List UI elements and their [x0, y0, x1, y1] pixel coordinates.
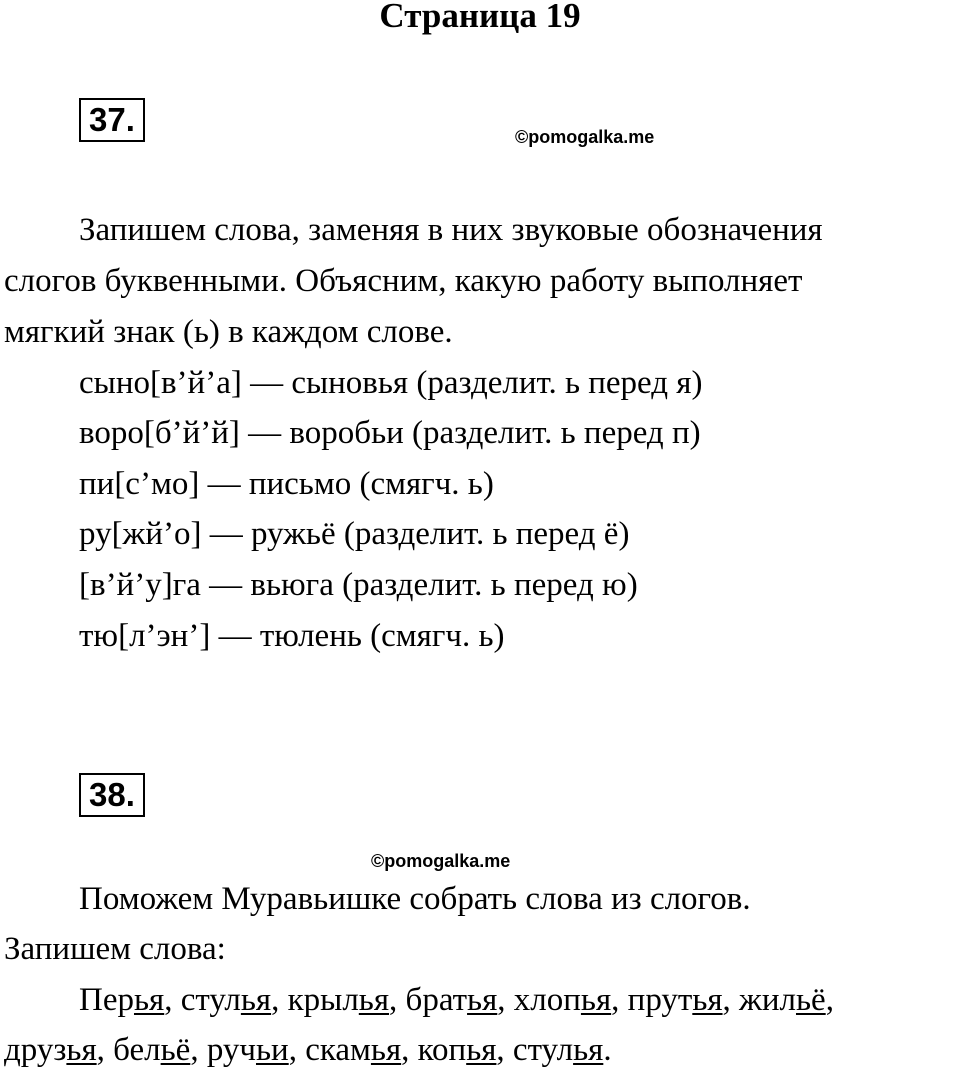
answer-word-separator: . — [603, 1032, 612, 1068]
answer-word-ending: ья — [692, 982, 723, 1018]
answer-word-stem: жил — [739, 982, 796, 1018]
answer-word-stem: крыл — [287, 982, 359, 1018]
answer-word — [739, 982, 834, 1018]
watermark-top: ©pomogalka.me — [515, 127, 655, 147]
task-37-number: 37 — [89, 101, 126, 138]
answer-word-ending: ья — [370, 1032, 402, 1068]
answer-word-stem: хлоп — [513, 982, 581, 1018]
answer-word-separator: , — [164, 982, 181, 1018]
task-37-intro-line-3: мягкий знак (ь) в каждом слове. — [4, 314, 453, 350]
answer-word — [4, 1032, 113, 1068]
answer-word — [418, 1032, 513, 1068]
task-37-number-dot: . — [125, 101, 135, 138]
answer-word-ending: ьи — [255, 1032, 289, 1068]
task-37-item: тю[л’эн’] — тюлень (смягч. ь) — [79, 618, 505, 654]
task-38-words-line-2 — [4, 1030, 612, 1070]
answer-word-ending: ья — [240, 982, 272, 1018]
answer-word-separator: , — [496, 1032, 513, 1068]
answer-word-stem: бел — [113, 1032, 161, 1068]
task-38-number-box — [79, 773, 145, 817]
task-37-intro-line-1: Запишем слова, заменяя в них звуковые обозначения — [79, 212, 823, 248]
task-37-intro-line-2: слогов буквенными. Объясним, какую работу выполняет — [4, 263, 803, 299]
answer-word — [514, 982, 628, 1018]
task-37-number-box — [79, 98, 145, 142]
answer-word-separator: , — [288, 1032, 306, 1068]
task-38-number: 38 — [89, 776, 126, 813]
answer-word-ending: ья — [580, 982, 612, 1018]
answer-word-stem: брат — [405, 982, 468, 1018]
answer-word — [288, 982, 406, 1018]
answer-word — [207, 1032, 305, 1068]
answer-word-stem: прут — [627, 982, 693, 1018]
page-title: Страница 19 — [379, 0, 581, 35]
answer-word-separator: , — [722, 982, 740, 1018]
task-37-item: пи[с’мо] — письмо (смягч. ь) — [79, 466, 494, 502]
answer-word-stem: скам — [305, 1032, 371, 1068]
answer-word-stem: стул — [180, 982, 241, 1018]
answer-word-stem: друз — [4, 1032, 67, 1068]
answer-word — [305, 1032, 417, 1068]
answer-word — [406, 982, 514, 1018]
answer-word-ending: ья — [66, 1032, 97, 1068]
task-38-words-line-1 — [79, 980, 834, 1020]
watermark-bottom: ©pomogalka.me — [371, 851, 511, 871]
answer-word-stem: коп — [417, 1032, 467, 1068]
answer-word-ending: ья — [573, 1032, 604, 1068]
answer-word-separator: , — [825, 982, 834, 1018]
answer-word-separator: , — [611, 982, 628, 1018]
answer-word-stem: стул — [512, 1032, 574, 1068]
task-38-intro-line-1: Поможем Муравьишке собрать слова из слогов. — [79, 881, 751, 917]
answer-word-ending: ья — [358, 982, 390, 1018]
task-37-item: ру[жй’о] — ружьё (разделит. ь перед ё) — [79, 516, 630, 552]
answer-word — [181, 982, 288, 1018]
answer-word-ending: ья — [133, 982, 165, 1018]
answer-word-separator: , — [389, 982, 406, 1018]
answer-word-separator: , — [190, 1032, 207, 1068]
answer-word-separator: , — [96, 1032, 114, 1068]
answer-word-ending: ья — [466, 1032, 497, 1068]
answer-word-stem: руч — [206, 1032, 256, 1068]
answer-word-ending: ьё — [795, 982, 826, 1018]
task-37-item: [в’й’у]га — вьюга (разделит. ь перед ю) — [79, 567, 638, 603]
answer-word-stem: Пер — [79, 982, 134, 1018]
task-38-intro-line-2: Запишем слова: — [4, 931, 226, 967]
task-37-item: сыно[в’й’а] — сыновья (разделит. ь перед я) — [79, 365, 703, 401]
answer-word-separator: , — [497, 982, 514, 1018]
answer-word — [113, 1032, 207, 1068]
answer-word-ending: ья — [467, 982, 498, 1018]
task-37-item: воро[б’й’й] — воробьи (разделит. ь перед п) — [79, 415, 701, 451]
answer-word — [628, 982, 739, 1018]
task-38-number-dot: . — [125, 776, 135, 813]
answer-word — [79, 982, 181, 1018]
answer-word — [513, 1032, 612, 1068]
answer-word-ending: ьё — [160, 1032, 191, 1068]
answer-word-separator: , — [271, 982, 288, 1018]
answer-word-separator: , — [401, 1032, 418, 1068]
